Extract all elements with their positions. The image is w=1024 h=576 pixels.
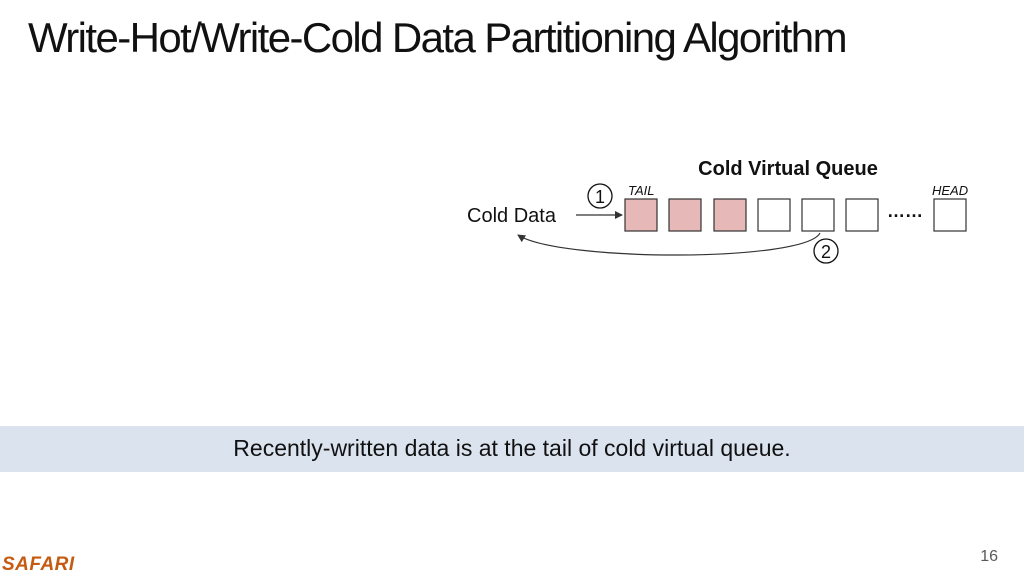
- cold-data-label: Cold Data: [467, 205, 556, 227]
- tail-label: TAIL: [628, 183, 655, 198]
- queue-slot-empty: [758, 199, 790, 231]
- slide-title: Write-Hot/Write-Cold Data Partitioning Algorithm: [28, 14, 846, 61]
- queue-slot-empty: [934, 199, 966, 231]
- step-2-marker: [814, 239, 838, 263]
- queue-title: Cold Virtual Queue: [698, 158, 878, 180]
- queue-slot-empty: [846, 199, 878, 231]
- queue-ellipsis: ……: [887, 201, 923, 221]
- step-1-marker: [588, 184, 612, 208]
- summary-banner: [0, 426, 1024, 472]
- step-1-number: 1: [594, 187, 606, 207]
- queue-slot-filled: [625, 199, 657, 231]
- queue-slot-filled: [669, 199, 701, 231]
- queue-slot-filled: [714, 199, 746, 231]
- summary-text: Recently-written data is at the tail of cold virtual queue.: [233, 435, 791, 461]
- head-label: HEAD: [932, 183, 969, 198]
- eviction-arrow: [518, 233, 820, 255]
- queue-slot-empty: [802, 199, 834, 231]
- page-number: 16: [980, 548, 998, 565]
- step-2-number: 2: [820, 242, 832, 262]
- safari-logo: SAFARI: [2, 554, 75, 575]
